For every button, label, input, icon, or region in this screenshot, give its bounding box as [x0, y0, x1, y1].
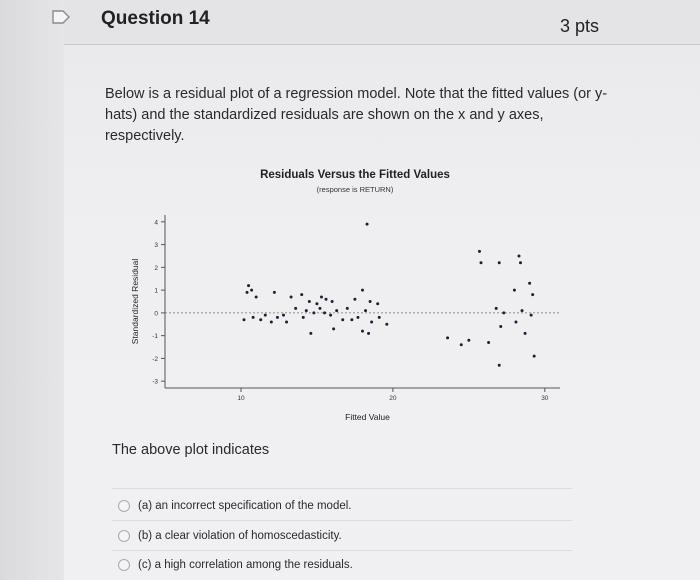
chart-subtitle: (response is RETURN) [316, 185, 394, 194]
data-point [250, 289, 253, 292]
data-point [246, 291, 249, 294]
data-point [498, 261, 501, 264]
data-point [378, 316, 381, 319]
data-point [366, 223, 369, 226]
radio-button-c[interactable] [118, 559, 130, 571]
data-point [332, 327, 335, 330]
data-point [499, 325, 502, 328]
answer-divider [112, 550, 572, 551]
data-point [480, 261, 483, 264]
chart-title: Residuals Versus the Fitted Values [260, 169, 450, 181]
data-point [290, 295, 293, 298]
data-point [495, 307, 498, 310]
data-point [315, 302, 318, 305]
data-point [502, 311, 505, 314]
data-point [376, 302, 379, 305]
data-point [294, 307, 297, 310]
data-point [487, 341, 490, 344]
data-point [270, 320, 273, 323]
data-point [255, 295, 258, 298]
radio-button-b[interactable] [118, 530, 130, 542]
y-tick-label: 3 [154, 242, 158, 250]
x-tick-label: 30 [541, 395, 549, 402]
data-point [517, 254, 520, 257]
data-point [285, 320, 288, 323]
left-margin [0, 0, 64, 580]
data-point [329, 314, 332, 317]
data-point [364, 309, 367, 312]
data-point [530, 314, 533, 317]
data-point [498, 364, 501, 367]
data-point [312, 311, 315, 314]
data-point [308, 300, 311, 303]
data-point [323, 311, 326, 314]
y-tick-label: 2 [154, 264, 158, 272]
data-point [478, 250, 481, 253]
question-prompt: The above plot indicates [112, 442, 270, 458]
data-point [282, 314, 285, 317]
y-axis-label: Standardized Residual [130, 258, 140, 345]
data-point [325, 298, 328, 301]
y-tick-label: -3 [152, 378, 158, 386]
answer-option-c-label: (c) a high correlation among the residuals. [138, 559, 353, 571]
data-point [531, 293, 534, 296]
data-point [356, 316, 359, 319]
data-point [264, 314, 267, 317]
data-point [514, 320, 517, 323]
data-point [353, 298, 356, 301]
data-point [513, 289, 516, 292]
data-point [460, 343, 463, 346]
y-tick-label: 1 [154, 287, 158, 295]
data-point [273, 291, 276, 294]
residual-plot [120, 160, 570, 440]
flag-question-icon[interactable] [52, 10, 70, 24]
data-point [259, 318, 262, 321]
data-point [369, 300, 372, 303]
data-point [350, 318, 353, 321]
data-point [341, 318, 344, 321]
data-point [524, 332, 527, 335]
data-point [446, 336, 449, 339]
y-tick-label: 4 [154, 219, 158, 227]
data-point [305, 309, 308, 312]
y-tick-label: -1 [152, 333, 158, 341]
data-point [533, 355, 536, 358]
data-point [252, 316, 255, 319]
data-point [320, 295, 323, 298]
data-point [309, 332, 312, 335]
data-point [370, 320, 373, 323]
y-tick-label: -2 [152, 355, 158, 363]
answer-divider [112, 488, 572, 489]
data-point [318, 307, 321, 310]
answer-option-c[interactable] [118, 555, 353, 575]
data-point [243, 318, 246, 321]
data-point [361, 289, 364, 292]
answer-divider [112, 520, 572, 521]
data-point [519, 261, 522, 264]
x-tick-label: 10 [237, 395, 245, 402]
y-tick-label: 0 [154, 310, 158, 318]
x-tick-label: 20 [389, 395, 397, 402]
data-point [528, 282, 531, 285]
data-point [247, 284, 250, 287]
x-axis-label: Fitted Value [345, 412, 390, 422]
question-points: 3 pts [560, 16, 600, 36]
data-point [346, 307, 349, 310]
radio-button-a[interactable] [118, 500, 130, 512]
data-point [276, 316, 279, 319]
answer-option-b-label: (b) a clear violation of homoscedasticity. [138, 530, 342, 542]
data-point [300, 293, 303, 296]
data-point [302, 316, 305, 319]
answer-option-a[interactable] [118, 496, 352, 516]
data-point [521, 309, 524, 312]
data-point [331, 300, 334, 303]
data-point [361, 330, 364, 333]
answer-option-a-label: (a) an incorrect specification of the model. [138, 500, 352, 512]
question-body: Below is a residual plot of a regression model. Note that the fitted values (or y-hats) and the standardized residuals are shown on the x and y axes, respectively. [105, 86, 608, 144]
data-point [367, 332, 370, 335]
data-point [467, 339, 470, 342]
question-title: Question 14 [101, 8, 210, 29]
data-point [385, 323, 388, 326]
data-point [335, 309, 338, 312]
answer-option-b[interactable] [118, 526, 342, 546]
